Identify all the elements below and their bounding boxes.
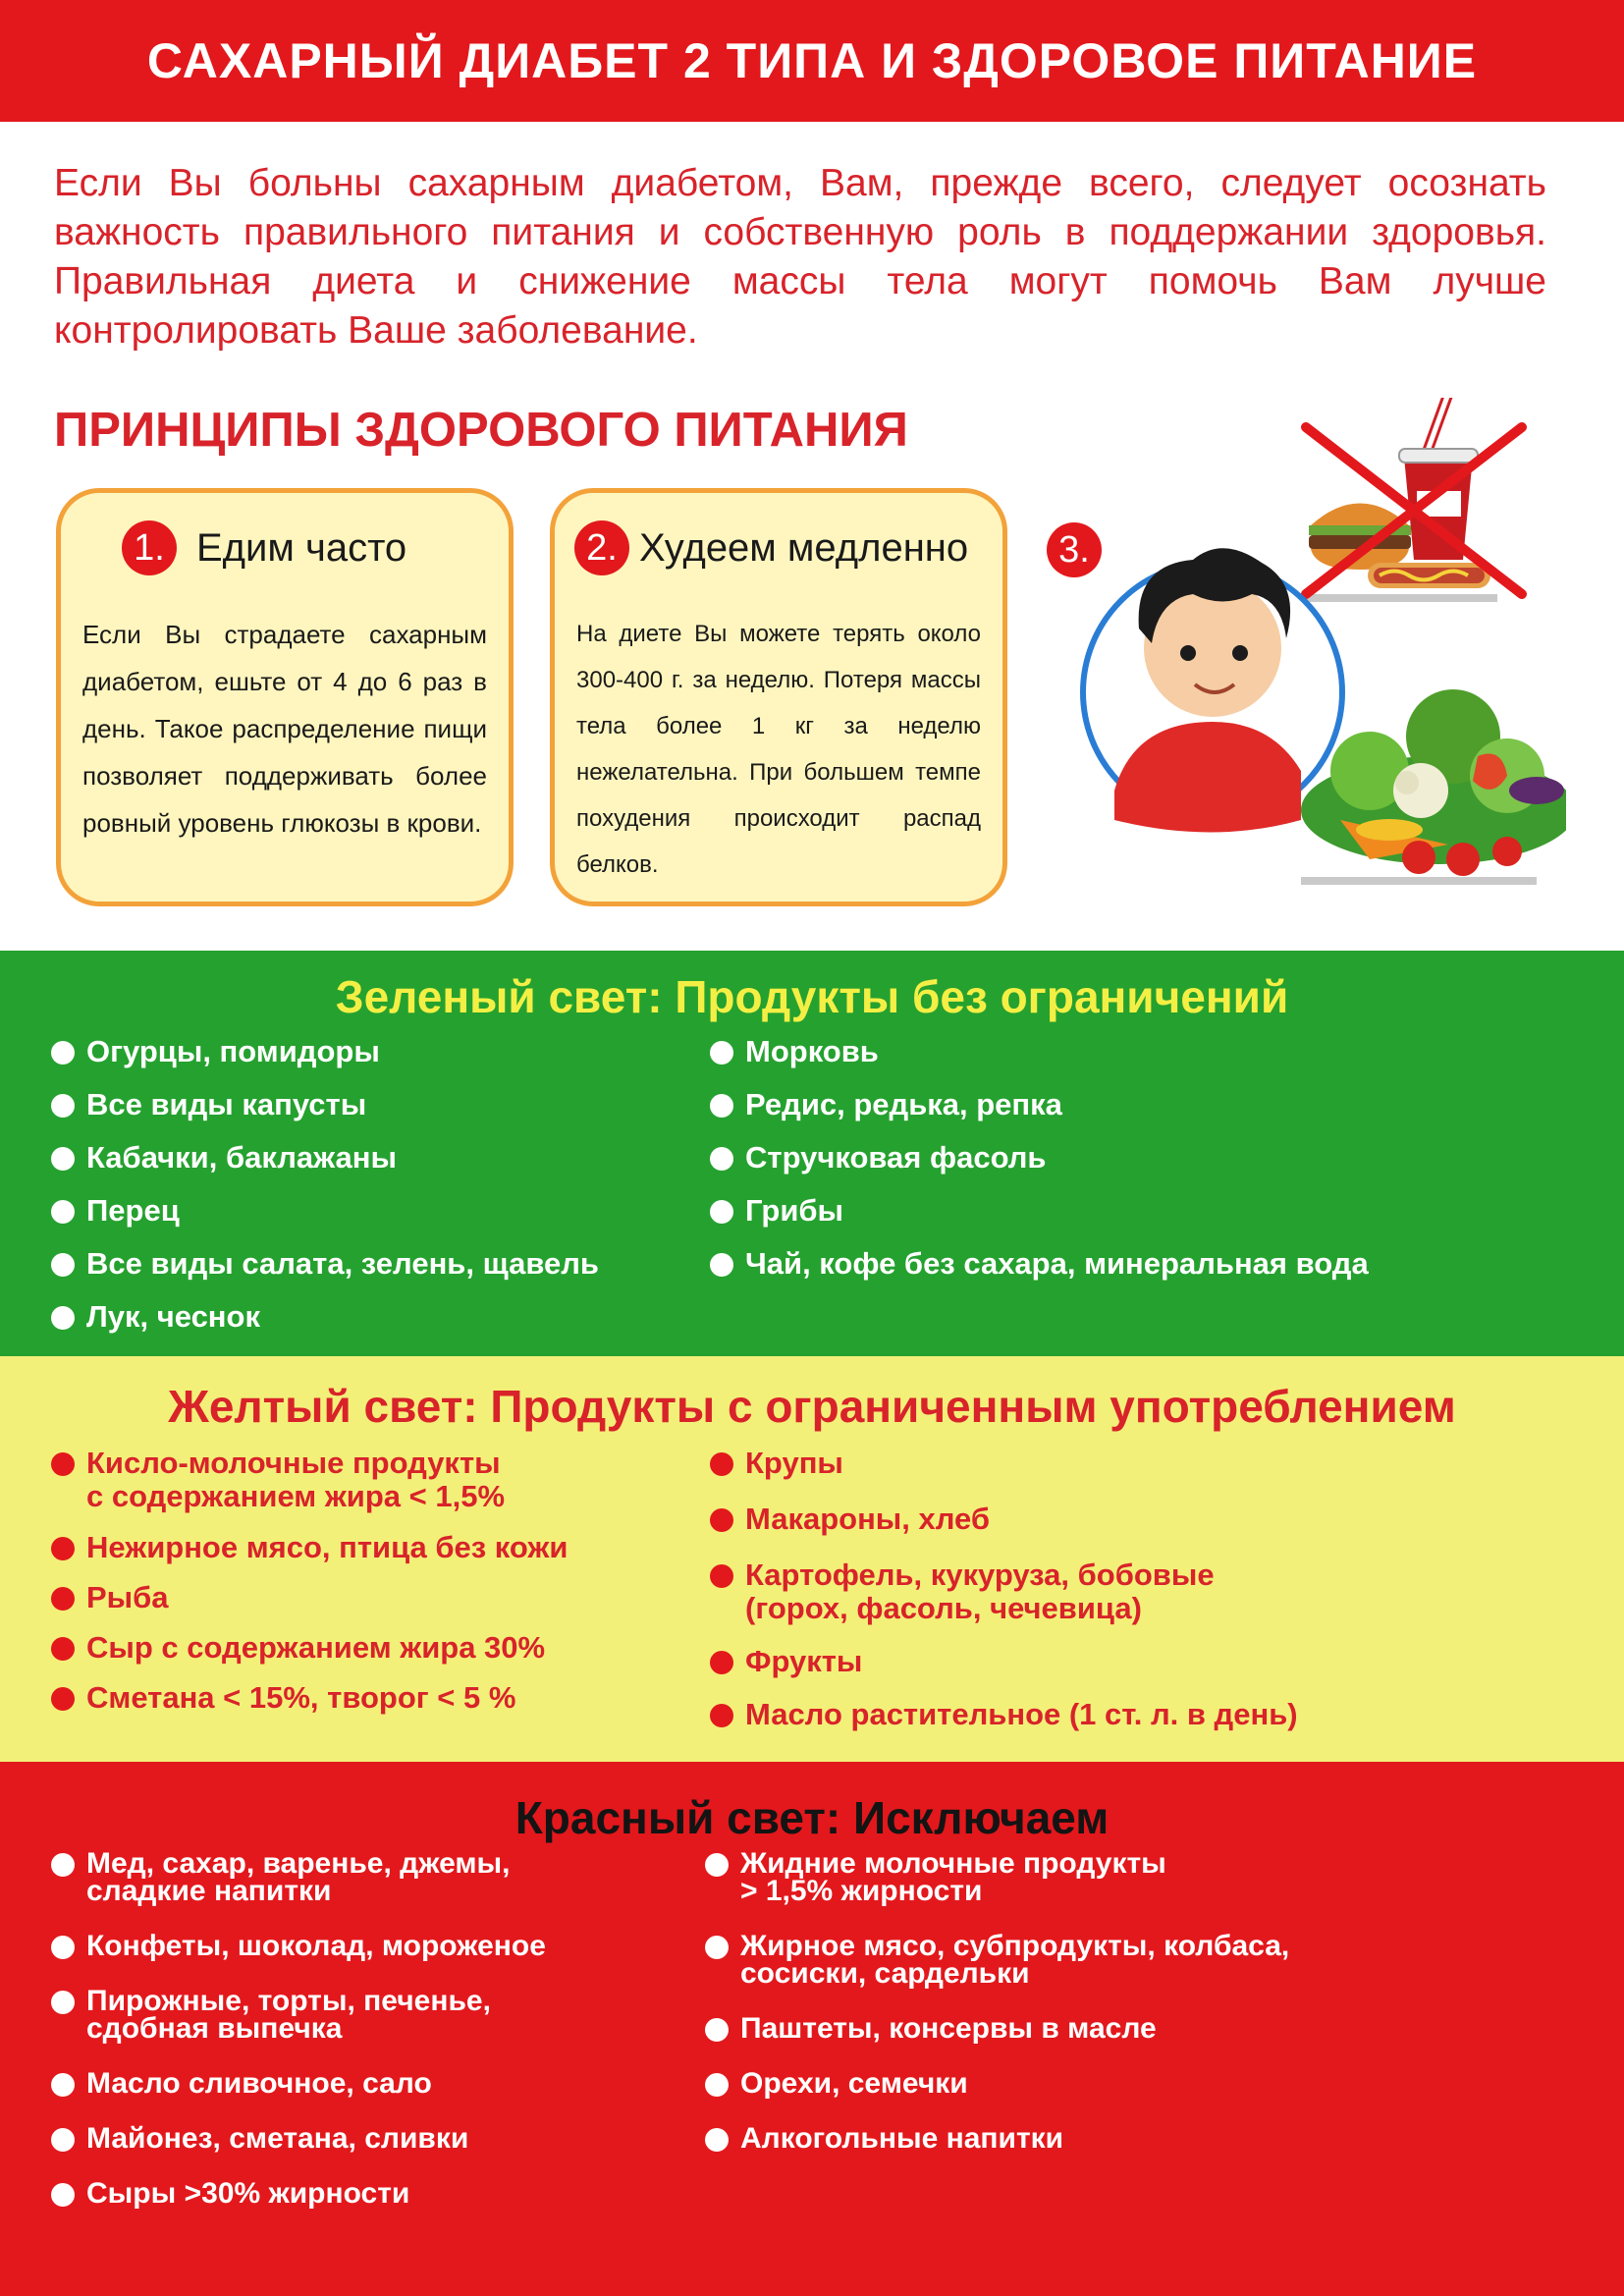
list-item-line: Паштеты, консервы в масле	[740, 2012, 1157, 2045]
list-item-line: Жирное мясо, субпродукты, колбаса,	[740, 1930, 1290, 1962]
yellow-list-left	[51, 1447, 568, 1715]
list-item-line: Пирожные, торты, печенье,	[86, 1985, 491, 2017]
list-item	[705, 2122, 1289, 2155]
list-item	[51, 1681, 568, 1715]
section-title: Желтый свет: Продукты с ограниченным употреблением	[168, 1381, 1456, 1432]
list-item	[51, 2067, 546, 2100]
list-item	[710, 1698, 1298, 1731]
principle-card-lose-slowly	[550, 488, 1007, 906]
list-item: Чай, кофе без сахара, минеральная вода	[710, 1247, 1369, 1281]
list-item-line: сдобная выпечка	[86, 2012, 343, 2045]
list-item: Редис, редька, репка	[710, 1088, 1369, 1121]
list-item-line: сосиски, сардельки	[740, 1957, 1030, 1990]
junk-food-icon	[1301, 398, 1522, 602]
principles-title: ПРИНЦИПЫ ЗДОРОВОГО ПИТАНИЯ	[54, 404, 908, 457]
card-title: Худеем медленно	[639, 525, 969, 570]
page-header	[0, 0, 1624, 122]
list-item	[705, 2067, 1289, 2100]
card-text: Если Вы страдаете сахарным диабетом, ешьте от 4 до 6 раз в день. Такое распределение пищи позволяет поддерживать более ровный уровень глюкозы в крови.	[82, 620, 487, 838]
list-item	[51, 1581, 568, 1614]
number-badge: 1.	[122, 520, 177, 575]
list-item-line: Макароны, хлеб	[745, 1502, 990, 1536]
list-item: Перец	[51, 1194, 599, 1228]
list-item: Огурцы, помидоры	[51, 1035, 599, 1068]
list-item-line: Масло растительное (1 ст. л. в день)	[745, 1697, 1298, 1731]
list-item	[51, 1631, 568, 1665]
card-heading	[122, 520, 509, 575]
list-item-line: Майонез, сметана, сливки	[86, 2122, 469, 2155]
list-item	[51, 1847, 546, 1907]
healthy-food-illustration	[1075, 398, 1566, 899]
list-item-line: Крупы	[745, 1446, 843, 1480]
list-item-line: Сыр с содержанием жира 30%	[86, 1630, 546, 1665]
list-item-line: Масло сливочное, сало	[86, 2067, 432, 2100]
list-item: Кабачки, баклажаны	[51, 1141, 599, 1175]
list-item: Морковь	[710, 1035, 1369, 1068]
card-text: На диете Вы можете терять около 300-400 г. за неделю. Потеря массы тела более 1 кг за неделю нежелательна. При большем темпе похудения происходит распад белков.	[576, 621, 981, 878]
list-item-line: Жидние молочные продукты	[740, 1847, 1166, 1880]
list-item-line: с содержанием жира < 1,5%	[86, 1479, 506, 1513]
page-title: САХАРНЫЙ ДИАБЕТ 2 ТИПА И ЗДОРОВОЕ ПИТАНИЕ	[146, 33, 1478, 88]
yellow-list-right	[710, 1447, 1298, 1731]
number-badge-3: 3.	[1047, 522, 1102, 577]
red-light-section	[0, 1762, 1624, 2296]
list-item	[710, 1503, 1298, 1536]
principle-card-eat-often	[56, 488, 514, 906]
list-item	[710, 1645, 1298, 1678]
card-heading	[574, 520, 1002, 575]
green-light-section	[0, 951, 1624, 1356]
list-item	[710, 1447, 1298, 1480]
list-item: Грибы	[710, 1194, 1369, 1228]
list-item-line: Кисло-молочные продукты	[86, 1446, 501, 1480]
yellow-light-section	[0, 1356, 1624, 1762]
list-item-line: Сметана < 15%, творог < 5 %	[86, 1680, 516, 1715]
list-item-line: Картофель, кукуруза, бобовые	[745, 1558, 1215, 1592]
list-item-line: Алкогольные напитки	[740, 2122, 1064, 2155]
list-item-line: сладкие напитки	[86, 1875, 332, 1907]
list-item	[710, 1558, 1298, 1625]
list-item: Все виды капусты	[51, 1088, 599, 1121]
list-item-line: Нежирное мясо, птица без кожи	[86, 1530, 568, 1564]
section-title: Зеленый свет: Продукты без ограничений	[335, 971, 1289, 1022]
red-list-right	[705, 1847, 1290, 2155]
list-item	[705, 1847, 1289, 1907]
card-title: Едим часто	[196, 525, 407, 570]
list-item-line: (горох, фасоль, чечевица)	[745, 1591, 1142, 1625]
intro-paragraph: Если Вы больны сахарным диабетом, Вам, прежде всего, следует осознать важность правильного питания и собственную роль в поддержании здоровья. Правильная диета и снижение массы тела могут помочь Вам лучше контролировать Ваше заболевание.	[54, 162, 1546, 352]
list-item-line: Сыры >30% жирности	[86, 2177, 410, 2210]
list-item	[51, 1447, 568, 1513]
list-item-line: Фрукты	[745, 1644, 863, 1678]
green-list-left	[51, 1035, 599, 1353]
list-item-line: > 1,5% жирности	[740, 1875, 983, 1907]
list-item: Все виды салата, зелень, щавель	[51, 1247, 599, 1281]
list-item-line: Орехи, семечки	[740, 2067, 968, 2100]
list-item: Стручковая фасоль	[710, 1141, 1369, 1175]
list-item-line: Рыба	[86, 1580, 169, 1614]
list-item-line: Мед, сахар, варенье, джемы,	[86, 1847, 511, 1880]
red-list-left	[51, 1847, 546, 2210]
green-list-right	[710, 1035, 1369, 1300]
list-item	[51, 1531, 568, 1564]
list-item	[705, 1930, 1290, 1990]
section-title: Красный свет: Исключаем	[514, 1792, 1110, 1843]
list-item	[51, 1985, 546, 2045]
number-badge: 2.	[574, 520, 629, 575]
list-item-line: Конфеты, шоколад, мороженое	[86, 1930, 546, 1962]
list-item: Лук, чеснок	[51, 1300, 599, 1334]
list-item	[51, 1930, 546, 1962]
list-item	[51, 2177, 546, 2210]
list-item	[51, 2122, 546, 2155]
list-item	[705, 2012, 1289, 2045]
